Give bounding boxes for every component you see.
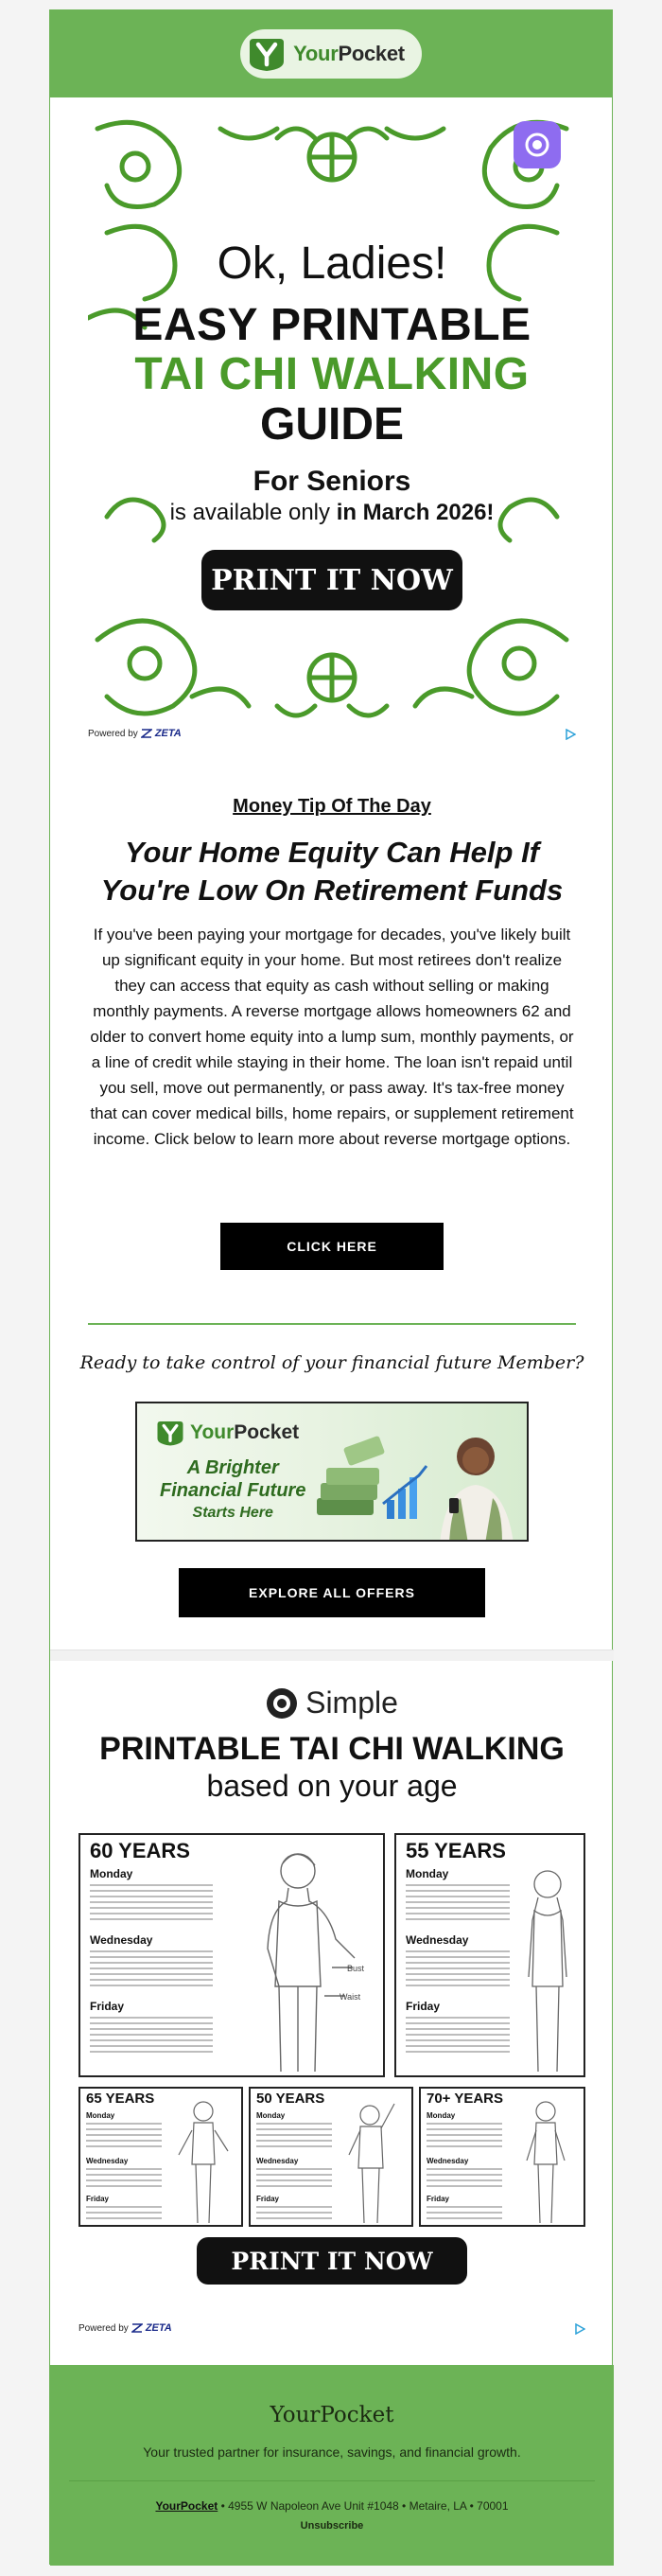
brighter-future-banner[interactable] — [135, 1402, 529, 1542]
ad2-title: PRINTABLE TAI CHI WALKING — [99, 1731, 565, 1767]
footer-brand: YourPocket — [270, 2403, 394, 2427]
ad-line-availability: is available only in March 2026! — [169, 500, 495, 525]
panel-50-years: 50 YEARS Monday Wednesday Friday — [249, 2087, 413, 2227]
explore-all-offers-button[interactable]: EXPLORE ALL OFFERS — [179, 1568, 485, 1617]
powered-by-zeta-bottom[interactable]: Powered by ZETA — [78, 2322, 172, 2334]
woman-figure-60-illustration — [241, 1844, 374, 2077]
logo-text-your: Your — [293, 42, 339, 65]
ad-separator — [50, 1650, 614, 1661]
panel-55-years: 55 YEARS Monday Wednesday Friday — [394, 1833, 585, 2077]
click-here-button[interactable]: CLICK HERE — [220, 1223, 444, 1270]
ready-text: Ready to take control of your financial future Member? — [79, 1352, 584, 1373]
footer-divider — [69, 2480, 595, 2481]
simple-brand: Simple — [78, 1685, 585, 1720]
footer-tagline: Your trusted partner for insurance, savings, and financial growth. — [143, 2444, 521, 2460]
yourpocket-logo[interactable] — [240, 29, 422, 79]
panel-70-plus-years: 70+ YEARS Monday Wednesday Friday — [419, 2087, 585, 2227]
banner-logo-your: Your — [190, 1421, 235, 1443]
ad-line-for-seniors: For Seniors — [253, 466, 411, 497]
ad-line-guide: GUIDE — [259, 399, 404, 450]
woman-figure-70-illustration — [514, 2098, 580, 2227]
ad-tai-chi-guide[interactable] — [88, 110, 576, 725]
email-header — [50, 10, 612, 97]
money-tip-title: Money Tip Of The Day — [233, 796, 431, 817]
zeta-icon-2 — [131, 2323, 143, 2333]
banner-logo-pocket: Pocket — [234, 1421, 300, 1443]
banner-tagline: A Brighter Financial Future Starts Here — [160, 1457, 306, 1521]
ad2-subtitle: based on your age — [206, 1769, 458, 1803]
section-divider — [88, 1323, 576, 1325]
woman-figure-50-illustration — [341, 2098, 408, 2227]
panel-65-years: 65 YEARS Monday Wednesday Friday — [78, 2087, 243, 2227]
article-headline: Your Home Equity Can Help If You're Low On Retirement Funds — [100, 836, 564, 907]
ad-tai-chi-by-age[interactable] — [78, 1674, 585, 2318]
ad-line-ok-ladies: Ok, Ladies! — [217, 238, 447, 289]
unsubscribe-link[interactable]: Unsubscribe — [300, 2520, 364, 2532]
adchoices-icon[interactable] — [565, 729, 576, 740]
footer-brand-link[interactable]: YourPocket — [155, 2499, 218, 2513]
logo-text-pocket: Pocket — [338, 42, 405, 65]
print-it-now-button[interactable]: PRINT IT NOW — [201, 550, 462, 610]
email-container — [49, 9, 613, 2565]
simple-logo-icon — [266, 1687, 298, 1720]
footer-address: YourPocket • 4955 W Napoleon Ave Unit #1048 • Metaire, LA • 70001 — [155, 2499, 509, 2513]
zeta-icon — [141, 729, 152, 738]
print-it-now-button-2[interactable]: PRINT IT NOW — [197, 2237, 467, 2285]
camera-badge-icon — [514, 121, 561, 168]
powered-by-zeta-top[interactable]: Powered by ZETA — [88, 728, 182, 739]
adchoices-icon-2[interactable] — [574, 2323, 585, 2335]
email-footer — [50, 2365, 614, 2566]
banner-logo-icon — [156, 1419, 184, 1447]
ad-line-easy-printable: EASY PRINTABLE — [132, 300, 531, 350]
woman-figure-55-illustration — [510, 1863, 585, 2077]
money-and-woman-illustration — [307, 1422, 529, 1542]
panel-60-years: 60 YEARS Monday Wednesday Friday Bust Waist — [78, 1833, 385, 2077]
logo-y-icon — [248, 35, 286, 73]
article-body: If you've been paying your mortgage for decades, you've likely built up significant equity in your home. But most retirees don't realize they can access that equity as cash without selling or making monthly payments. A reverse mortgage allows homeowners 62 and older to convert home equity into a lump sum, monthly payments, or a line of credit while staying in their home. The loan isn't repaid until you sell, move out permanently, or pass away. It's tax-free money that can cover medical bills, home repairs, or supplement retirement income. Click below to learn more about reverse mortgage options. — [90, 926, 574, 1148]
ad-line-tai-chi: TAI CHI WALKING — [134, 349, 530, 399]
woman-figure-65-illustration — [171, 2098, 237, 2227]
svg-text:Waist: Waist — [340, 1992, 361, 2002]
svg-text:Bust: Bust — [347, 1964, 365, 1973]
